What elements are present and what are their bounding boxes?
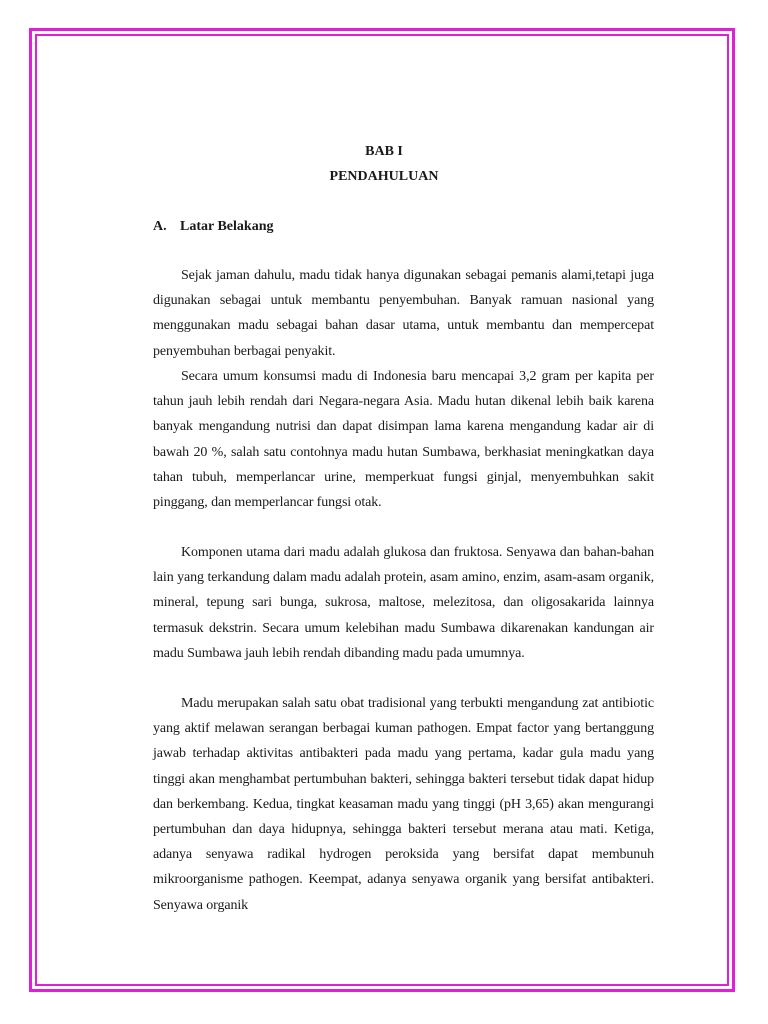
section-title: Latar Belakang [180, 219, 274, 234]
paragraph-2: Secara umum konsumsi madu di Indonesia baru mencapai 3,2 gram per kapita per tahun jauh lebih rendah dari Negara-negara Asia. Madu hutan dikenal lebih baik karena banyak mengandung nutrisi dan dapat disimpan lama karena mengandung kadar air di bawah 20 %, salah satu contohnya madu hutan Sumbawa, berkhasiat meningkatkan daya tahan tubuh, memperlancar urine, memperkuat fungsi ginjal, menyembuhkan sakit pinggang, dan memperlancar fungsi otak. [153, 369, 654, 511]
section-heading [153, 219, 273, 235]
section-letter: A. [153, 219, 167, 234]
chapter-title: PENDAHULUAN [329, 169, 439, 184]
paragraph-3: Komponen utama dari madu adalah glukosa dan fruktosa. Senyawa dan bahan-bahan lain yang terkandung dalam madu adalah protein, asam amino, enzim, asam-asam organik, mineral, tepung sari bunga, sukrosa, maltose, melezitosa, dan oligosakarida lainnya termasuk dekstrin. Secara umum kelebihan madu Sumbawa dikarenakan kandungan air madu Sumbawa jauh lebih rendah dibanding madu pada umumnya. [153, 545, 654, 661]
chapter-number: BAB I [365, 144, 403, 159]
paragraph-1: Sejak jaman dahulu, madu tidak hanya digunakan sebagai pemanis alami,tetapi juga digunakan sebagai untuk membantu penyembuhan. Banyak ramuan nasional yang menggunakan madu sebagai bahan dasar utama, untuk membantu dan mempercepat penyembuhan berbagai penyakit. [153, 268, 654, 359]
paragraph-4: Madu merupakan salah satu obat tradisional yang terbukti mengandung zat antibiotic yang aktif melawan serangan berbagai kuman pathogen. Empat factor yang bertanggung jawab terhadap aktivitas antibakteri pada madu yang pertama, kadar gula madu yang tinggi akan menghambat pertumbuhan bakteri, sehingga bakteri tersebut tidak dapat hidup dan berkembang. Kedua, tingkat keasaman madu yang tinggi (pH 3,65) akan mengurangi pertumbuhan dan daya hidupnya, sehingga bakteri tersebut merana atau mati. Ketiga, adanya senyawa radikal hydrogen peroksida yang bersifat dapat membunuh mikroorganisme pathogen. Keempat, adanya senyawa organik yang bersifat antibakteri. Senyawa organik [153, 696, 654, 913]
